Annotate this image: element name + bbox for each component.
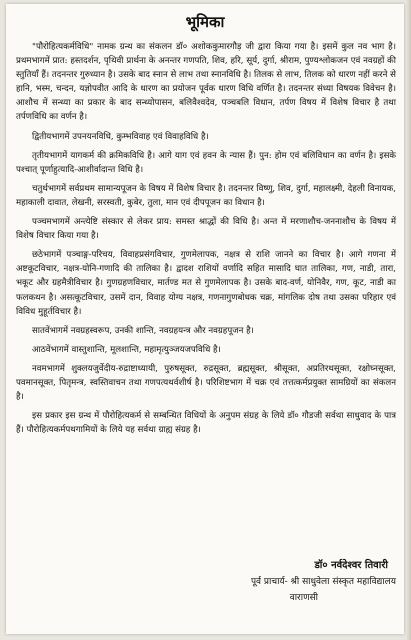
page-title: भूमिका: [185, 13, 225, 31]
document-page: [6, 4, 404, 634]
page-edge-shadow: [406, 0, 411, 640]
document-body: [16, 40, 396, 442]
paragraph-8: आठवेंभागमें वास्तुशान्ति, मूलशान्ति, महामृत्युञ्जयजपविधि है।: [32, 344, 221, 355]
paragraph-3: तृतीयभागमें यागकर्म की क्रमिकविधि है। आगे याग एवं हवन के न्यास हैं। पुन: होम एवं बलिविधान का वर्णन है। इसके पश्चात् पूर्णाहुत्यादि-आशीर्वादान्त विधि है।: [16, 150, 396, 175]
paragraph-7: सातवेंभागमें नवग्रहस्वरूप, उनकी शान्ति, नवग्रहयन्त्र और नवग्रहपूजन है।: [32, 325, 254, 336]
signatory-place: वाराणसी: [289, 593, 318, 603]
paragraph-4: चतुर्थभागमें सर्वप्रथम सामान्यपूजन के विषय में विशेष विचार है। तदनन्तर विष्णु, शिव, दुर्गा, महालक्ष्मी, देहली विनायक, महाकाली दावात, लेखनी, सरस्वती, कुबेर, तुला, मान एवं दीपपूजन का विधान है।: [16, 183, 396, 208]
signature-block: [250, 558, 396, 606]
paragraph-10: इस प्रकार इस ग्रन्थ में पौरोहित्यकर्म से सम्बन्धित विधियों के अनुपम संग्रह के लिये डॉ० गौडजी सर्वथा साधुवाद के पात्र हैं। पौरोहित्यकर्मपथगामियों के लिये यह सर्वथा ग्राह्य संग्रह है।: [16, 411, 396, 436]
paragraph-6: छठेभागमें पञ्चाङ्ग-परिचय, विवाहप्रसंगविचार, गुणमेलापक, नक्षत्र से राशि जानने का विचार है। आगे गणना में अष्टकूटविचार, नक्षत्र-योनि-गणादि की तालिका है। द्वादश राशियों वर्णादि सहित मासादि घात तालिका, गण, नाडी, तारा, भकूट और ग्रहमैत्रीविचार है। गुणग्रहणविचार, मार्तण्ड मत से गुणमेलापक है। उसके बाद-वर्ण, योनिवैर, गण, कूट, नाडी का फलकथन है। असत्कूटविचार, उसमें दान, विवाह योग्य नक्षत्र, गणनागुणबोधक चक्र, मांगलिक दोष तथा उसका परिहार एवं विविध मुहूर्तविचार है।: [16, 250, 396, 317]
signatory-name: डॉ० नर्वदेश्वर तिवारी: [314, 560, 388, 571]
signatory-designation: पूर्व प्राचार्य- श्री साधुवेला संस्कृत महाविद्यालय: [250, 577, 396, 587]
paragraph-5: पञ्चमभागमें अन्त्येष्टि संस्कार से लेकर प्राय: समस्त श्राद्धों की विधि है। अन्त में मरणाशौच-जननाशौच के विषय में विशेष विचार किया गया है।: [16, 217, 396, 242]
paragraph-9: नवमभागमें शुक्लयजुर्वेदीय-रुद्राष्टाध्यायी, पुरुषसूक्त, रुद्रसूक्त, ब्रह्मसूक्त, श्रीसूक्त, अप्रतिरथसूक्त, रक्षोघ्नसूक्त, पवमानसूक्त, पितृमन्त्र, स्वस्तिवाचन तथा गणपत्यथर्वशीर्ष है। परिशिष्टभाग में चक्र एवं तत्तत्कर्मप्रयुक्त सामग्रियों का संकलन है।: [16, 363, 396, 403]
paragraph-2: द्वितीयभागमें उपनयनविधि, कुम्भविवाह एवं विवाहविधि है।: [32, 131, 209, 142]
paragraph-1: "पौरोहित्यकर्मविधि" नामक ग्रन्थ का संकलन डॉ० अशोककुमारगौड़ जी द्वारा किया गया है। इसमें कुल नव भाग है। प्रथमभागमें प्रात: हस्तदर्शन, पृथिवी प्रार्थना के अनन्तर गणपति, शिव, हरि, सूर्य, दुर्गा, श्रीराम, पुण्यश्लोकजन एवं नवग्रहों की स्तुतियाँ हैं। तदनन्तर गुरुध्यान है। उसके बाद स्नान से लाभ तथा स्नानविधि है। तिलक से लाभ, तिलक को धारण नहीं करने से हानि, भस्म, चन्दन, यज्ञोपवीत आदि के धारण का प्रयोजन पूर्वक धारण विधि वर्णित है। तदनन्तर संध्या विषयक विवेचन है। आशौच में सन्ध्या का प्रकार के बाद सन्ध्योपासन, बलिवैश्वदेव, पञ्चबलि विधान, तर्पण विषय में विशेष विचार है तथा तर्पणविधि का वर्णन है।: [16, 42, 396, 123]
